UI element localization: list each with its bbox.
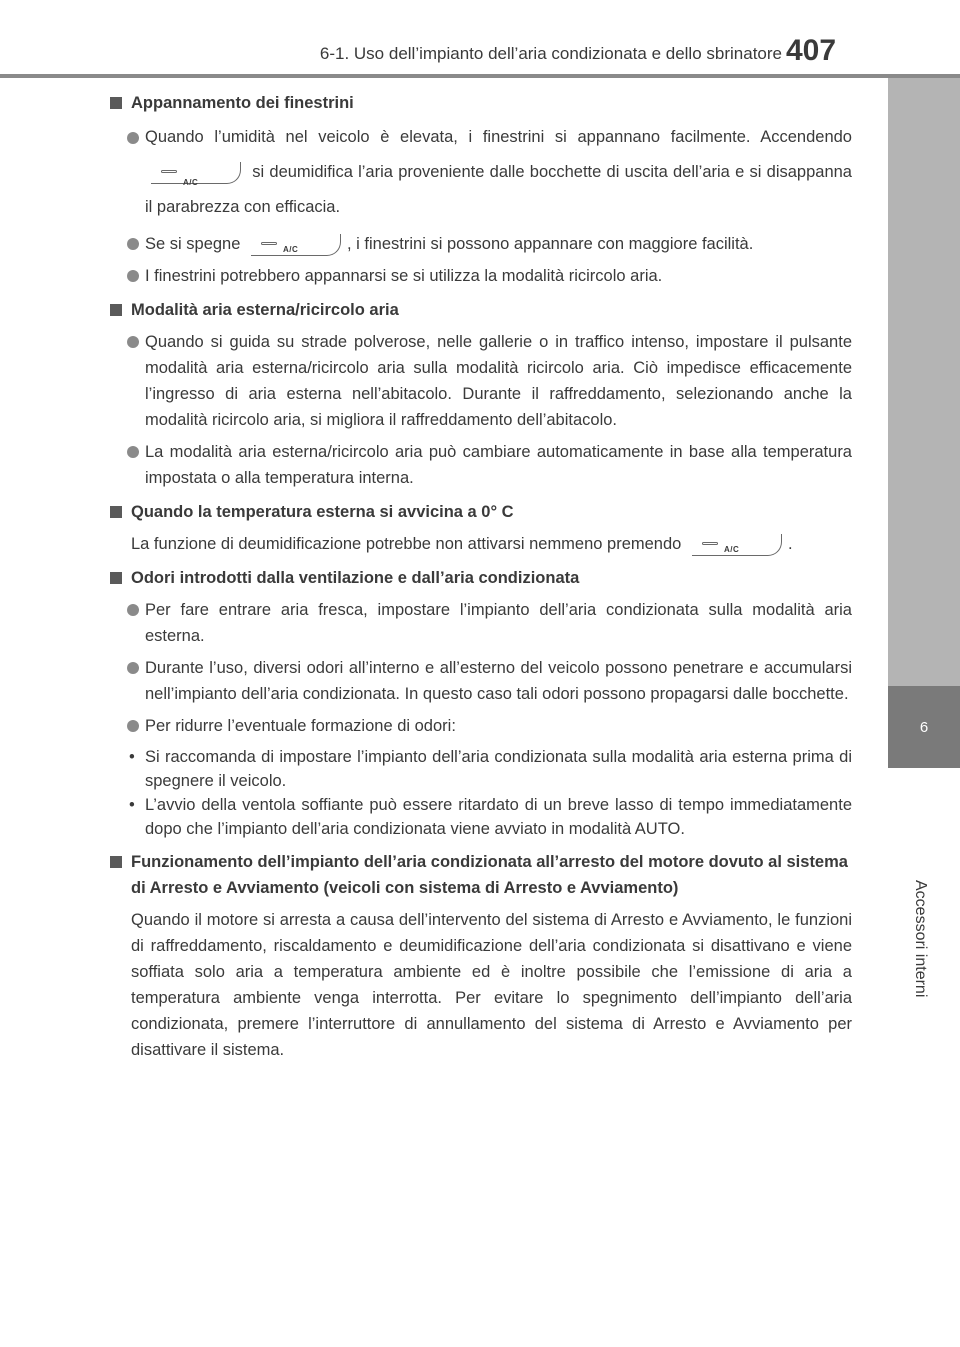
page-content — [110, 90, 852, 1063]
ac-button-icon: A/C — [151, 162, 241, 184]
square-bullet-icon — [110, 97, 122, 109]
section-heading: Appannamento dei finestrini — [110, 90, 852, 116]
indicator-led-icon — [702, 542, 718, 545]
chapter-number: 6 — [919, 718, 929, 736]
section-heading: Modalità aria esterna/ricircolo aria — [110, 297, 852, 323]
body-paragraph: Quando il motore si arresta a causa dell’intervento del sistema di Arresto e Avviamento, le funzioni di raffreddamento, riscaldamento e deumidificazione dell’aria condizionata si disattivano e viene soffiata solo aria a temperatura ambiente ed è inoltre possibile che l’emissione di aria a temperatura ambiente venga interrotta. Per evitare lo spegnimento dell’impianto dell’aria condizionata, premere l’interruttore di annullamento del sistema di Arresto e Avviamento per disattivare il sistema. — [131, 911, 852, 1059]
bullet-item: I finestrini potrebbero appannarsi se si utilizza la modalità ricircolo aria. — [110, 263, 852, 289]
round-bullet-icon — [127, 604, 139, 616]
chapter-label: Accessori interni — [912, 880, 929, 998]
square-bullet-icon — [110, 506, 122, 518]
round-bullet-icon — [127, 132, 139, 144]
indicator-led-icon — [261, 242, 277, 245]
page-number: 407 — [786, 34, 837, 67]
sub-list — [110, 745, 852, 841]
sub-list-item: • L’avvio della ventola soffiante può essere ritardato di un breve lasso di tempo immediatamente dopo che l’impianto dell’aria condizionata viene avviato in modalità AUTO. — [127, 793, 852, 841]
bullet-item: Quando l’umidità nel veicolo è elevata, i finestrini si appannano facilmente. Accendendo A/C si deumidifica l’aria proveniente dalle bocchette di uscita dell’aria e si disappanna il parabrezza con efficacia. — [110, 120, 852, 225]
bullet-item: Quando si guida su strade polverose, nelle gallerie o in traffico intenso, impostare il pulsante modalità aria esterna/ricircolo aria sulla modalità ricircolo aria. Ciò impedisce efficacemente l’ingresso di aria esterna nell’abitacolo. Durante il raffreddamento, selezionando anche la modalità ricircolo aria, si migliora il raffreddamento dell’abitacolo. — [110, 329, 852, 433]
round-bullet-icon — [127, 270, 139, 282]
square-bullet-icon — [110, 856, 122, 868]
round-bullet-icon — [127, 720, 139, 732]
section-heading: Quando la temperatura esterna si avvicina a 0° C — [110, 499, 852, 525]
chapter-label-tab — [888, 768, 960, 1347]
square-bullet-icon — [110, 304, 122, 316]
round-bullet-icon — [127, 446, 139, 458]
chapter-number-tab — [888, 686, 960, 768]
round-bullet-icon — [127, 238, 139, 250]
round-bullet-icon — [127, 336, 139, 348]
bullet-item: Se si spegne A/C , i finestrini si possono appannare con maggiore facilità. — [110, 231, 852, 257]
bullet-item: Per fare entrare aria fresca, impostare l’impianto dell’aria condizionata sulla modalità aria esterna. — [110, 597, 852, 649]
ac-button-icon: A/C — [251, 234, 341, 256]
ac-button-icon: A/C — [692, 534, 782, 556]
sub-list-item: • Si raccomanda di impostare l’impianto dell’aria condizionata sulla modalità aria esterna prima di spegnere il veicolo. — [127, 745, 852, 793]
round-bullet-icon — [127, 662, 139, 674]
section-heading: Funzionamento dell’impianto dell’aria condizionata all’arresto del motore dovuto al sistema di Arresto e Avviamento (veicoli con sistema di Arresto e Avviamento) — [110, 849, 852, 901]
section-heading: Odori introdotti dalla ventilazione e dall’aria condizionata — [110, 565, 852, 591]
square-bullet-icon — [110, 572, 122, 584]
running-header: 6-1. Uso dell’impianto dell’aria condizionata e dello sbrinatore — [319, 44, 782, 63]
body-paragraph: La funzione di deumidificazione potrebbe non attivarsi nemmeno premendo A/C . — [131, 535, 793, 554]
header-rule — [0, 74, 960, 78]
side-tab-bar — [888, 78, 960, 686]
bullet-item: La modalità aria esterna/ricircolo aria può cambiare automaticamente in base alla temperatura impostata o alla temperatura interna. — [110, 439, 852, 491]
indicator-led-icon — [161, 170, 177, 173]
bullet-item: Durante l’uso, diversi odori all’interno e all’esterno del veicolo possono penetrare e accumularsi nell’impianto dell’aria condizionata. In questo caso tali odori possono propagarsi dalle bocchette. — [110, 655, 852, 707]
bullet-item: Per ridurre l’eventuale formazione di odori: — [110, 713, 852, 739]
